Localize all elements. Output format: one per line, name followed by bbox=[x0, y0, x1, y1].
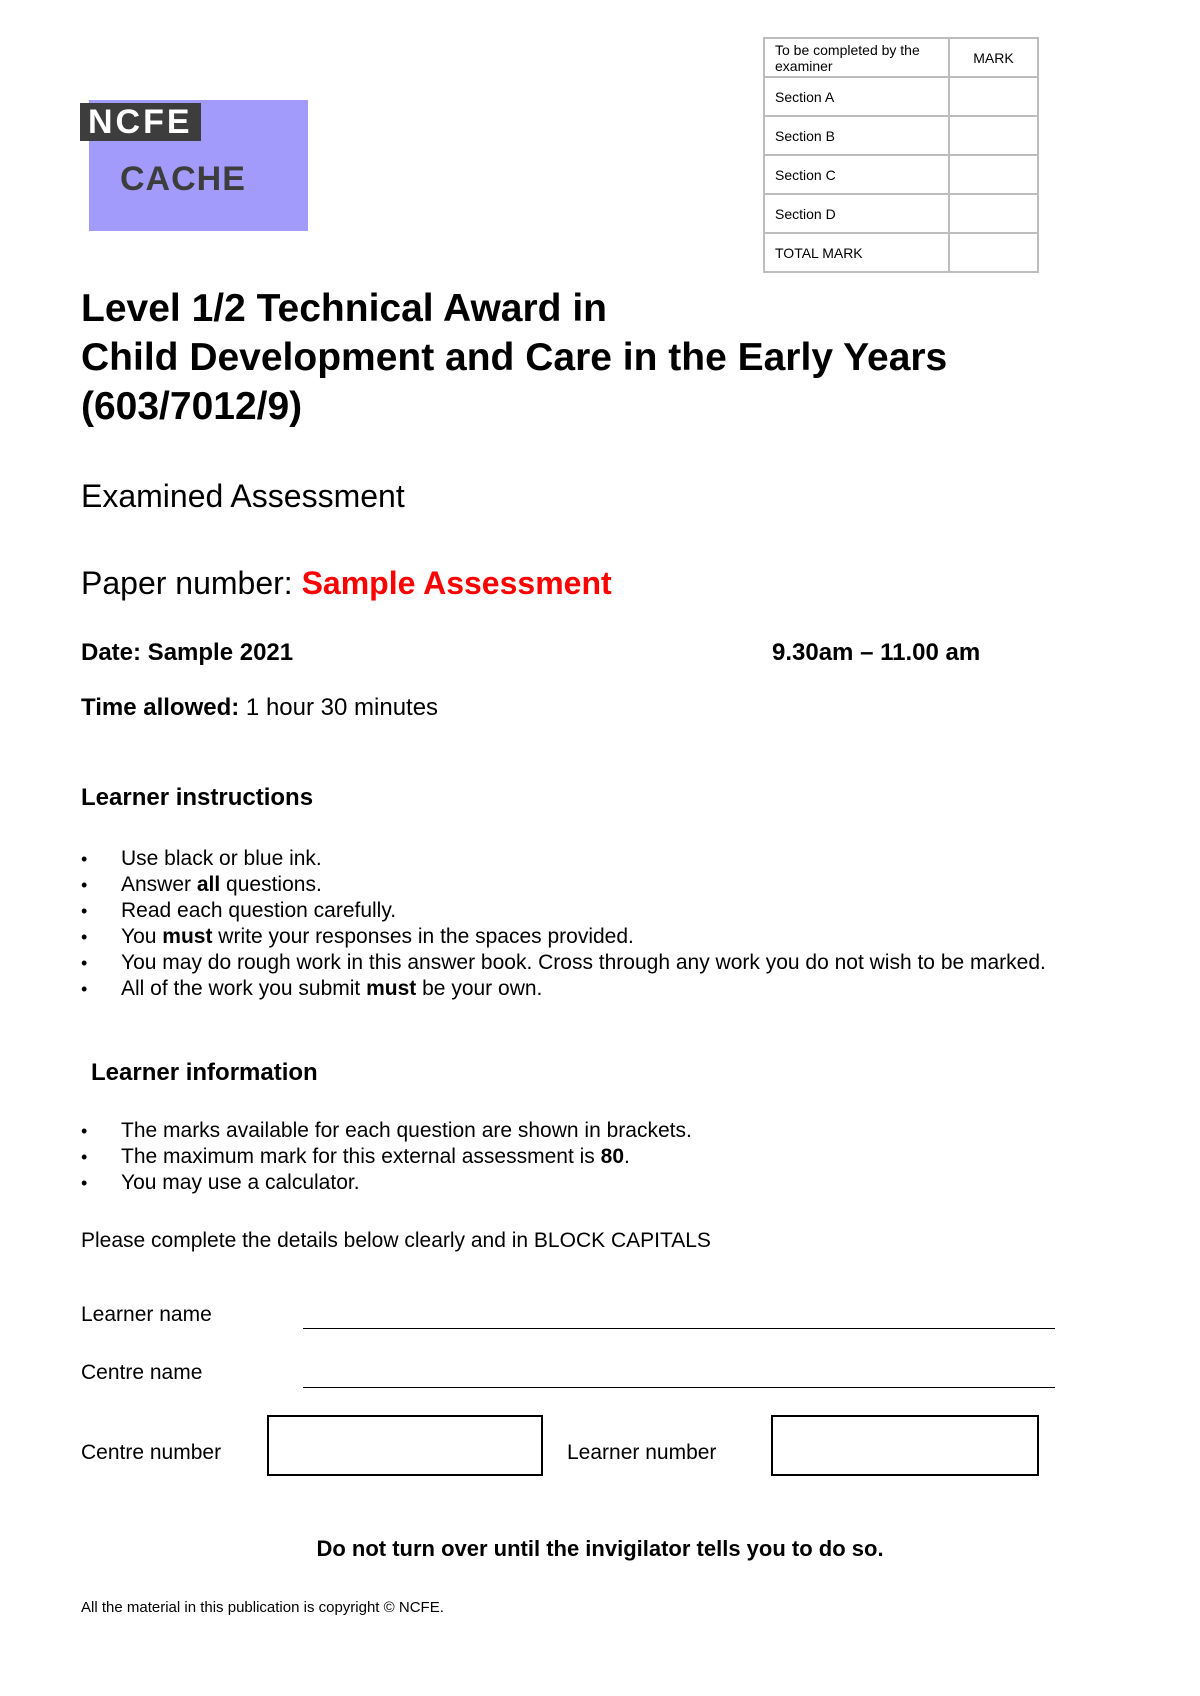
learner-information-list bbox=[81, 1118, 1091, 1196]
section-label: Section C bbox=[765, 156, 948, 193]
mark-cell[interactable] bbox=[950, 78, 1037, 115]
time-allowed-value: 1 hour 30 minutes bbox=[239, 694, 439, 721]
do-not-turn-over-notice: Do not turn over until the invigilator tells you to do so. bbox=[316, 1536, 884, 1561]
section-label: Section A bbox=[765, 78, 948, 115]
paper-number bbox=[81, 563, 612, 603]
section-label: Section B bbox=[765, 117, 948, 154]
paper-number-label: Paper number: bbox=[81, 565, 302, 601]
list-item: • Answer all questions. bbox=[81, 872, 1091, 898]
exam-date: Date: Sample 2021 bbox=[81, 639, 294, 666]
learner-number-box[interactable] bbox=[771, 1415, 1039, 1476]
centre-name-line[interactable] bbox=[303, 1387, 1055, 1388]
examiner-mark-table bbox=[763, 37, 1039, 273]
learner-number-label: Learner number bbox=[567, 1441, 717, 1464]
list-item: • The maximum mark for this external assessment is 80. bbox=[81, 1144, 1091, 1170]
total-mark-label: TOTAL MARK bbox=[765, 234, 948, 271]
examiner-header: To be completed by the examiner bbox=[765, 39, 948, 76]
exam-time-range: 9.30am – 11.00 am bbox=[772, 639, 981, 666]
table-row bbox=[765, 78, 1037, 115]
ncfe-logo: NCFE bbox=[80, 103, 201, 141]
mark-cell[interactable] bbox=[950, 195, 1037, 232]
list-item: • You may do rough work in this answer book. Cross through any work you do not wish to be marked. bbox=[81, 950, 1091, 976]
block-capitals-instruction: Please complete the details below clearly and in BLOCK CAPITALS bbox=[81, 1229, 711, 1252]
list-item: • Read each question carefully. bbox=[81, 898, 1091, 924]
learner-information-heading: Learner information bbox=[91, 1059, 318, 1086]
title-line-2: Child Development and Care in the Early Years bbox=[81, 336, 948, 379]
centre-number-box[interactable] bbox=[267, 1415, 543, 1476]
copyright-notice: All the material in this publication is copyright © NCFE. bbox=[81, 1599, 444, 1616]
table-row bbox=[765, 156, 1037, 193]
list-item: • Use black or blue ink. bbox=[81, 846, 1091, 872]
mark-header: MARK bbox=[950, 39, 1037, 76]
time-allowed bbox=[81, 693, 438, 723]
mark-cell[interactable] bbox=[950, 156, 1037, 193]
learner-name-label: Learner name bbox=[81, 1303, 212, 1326]
table-header-row bbox=[765, 39, 1037, 76]
list-item: • You must write your responses in the spaces provided. bbox=[81, 924, 1091, 950]
total-mark-cell[interactable] bbox=[950, 234, 1037, 271]
paper-number-value: Sample Assessment bbox=[301, 565, 612, 601]
mark-cell[interactable] bbox=[950, 117, 1037, 154]
list-item: • You may use a calculator. bbox=[81, 1170, 1091, 1196]
section-label: Section D bbox=[765, 195, 948, 232]
page-title bbox=[81, 284, 947, 431]
subtitle: Examined Assessment bbox=[81, 478, 405, 514]
title-line-1: Level 1/2 Technical Award in bbox=[81, 287, 607, 330]
learner-instructions-heading: Learner instructions bbox=[81, 784, 314, 811]
cache-logo: CACHE bbox=[120, 160, 246, 198]
table-row bbox=[765, 117, 1037, 154]
learner-name-line[interactable] bbox=[303, 1328, 1055, 1329]
centre-number-label: Centre number bbox=[81, 1441, 222, 1464]
title-line-3: (603/7012/9) bbox=[81, 385, 303, 428]
table-row bbox=[765, 234, 1037, 271]
table-row bbox=[765, 195, 1037, 232]
learner-instructions-list bbox=[81, 846, 1091, 1002]
time-allowed-label: Time allowed: bbox=[81, 694, 240, 721]
list-item: • The marks available for each question are shown in brackets. bbox=[81, 1118, 1091, 1144]
list-item: • All of the work you submit must be your own. bbox=[81, 976, 1091, 1002]
centre-name-label: Centre name bbox=[81, 1361, 203, 1384]
